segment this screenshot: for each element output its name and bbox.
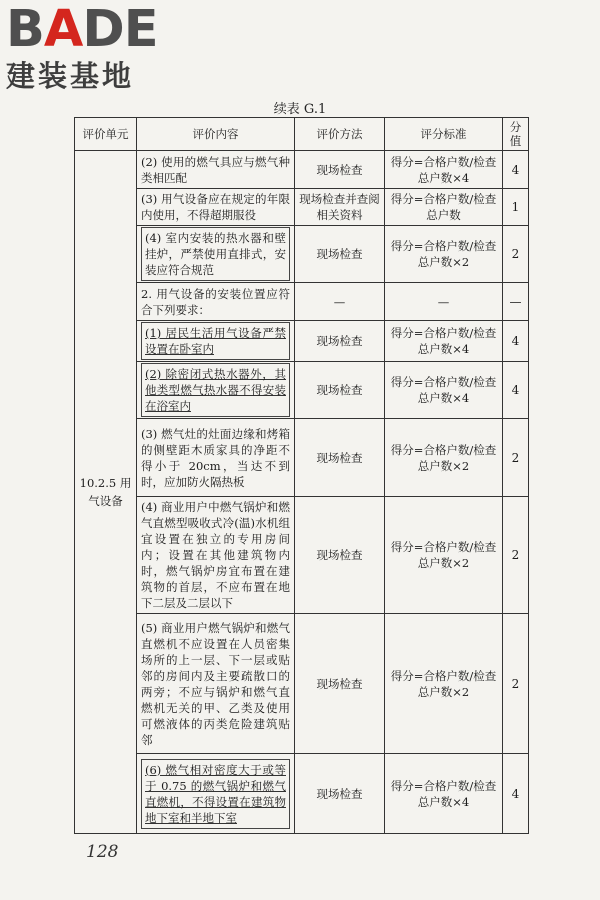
table-row: [75, 754, 529, 834]
brand-wordmark: BADE: [6, 0, 158, 59]
row-score: 2: [503, 226, 529, 283]
row-method: 现场检查: [295, 754, 385, 834]
row-content: (4) 商业用户中燃气锅炉和燃气直燃型吸收式冷(温)水机组宜设置在独立的专用房间内；设置在其他建筑物内时，燃气锅炉房宜布置在建筑物的首层，不应布置在地下二层及二层以下: [137, 497, 295, 614]
table-header-row: [75, 118, 529, 151]
header-content: 评价内容: [137, 118, 295, 151]
row-content: [137, 362, 295, 419]
row-score: 1: [503, 189, 529, 226]
row-method: 现场检查: [295, 321, 385, 362]
header-method: 评价方法: [295, 118, 385, 151]
row-content-text: (1) 居民生活用气设备严禁设置在卧室内: [141, 322, 290, 360]
row-method: 现场检查: [295, 419, 385, 497]
row-content: (3) 燃气灶的灶面边缘和烤箱的侧壁距木质家具的净距不得小于 20cm，当达不到时，应加防火隔热板: [137, 419, 295, 497]
row-score: 4: [503, 362, 529, 419]
row-score: 4: [503, 754, 529, 834]
row-standard: 得分=合格户数/检查总户数×2: [385, 419, 503, 497]
row-standard: 得分=合格户数/检查总户数×4: [385, 321, 503, 362]
row-standard: 得分=合格户数/检查总户数×4: [385, 362, 503, 419]
row-standard: 得分=合格户数/检查总户数: [385, 189, 503, 226]
header-unit: 评价单元: [75, 118, 137, 151]
row-content: [137, 321, 295, 362]
row-method: —: [295, 283, 385, 321]
header-score: 分值: [503, 118, 529, 151]
row-content: [137, 754, 295, 834]
row-method: 现场检查并查阅相关资料: [295, 189, 385, 226]
row-method: 现场检查: [295, 614, 385, 754]
row-score: 4: [503, 321, 529, 362]
row-content: (5) 商业用户燃气锅炉和燃气直燃机不应设置在人员密集场所的上一层、下一层或贴邻的房间内及主要疏散口的两旁；不应与锅炉和燃气直燃机无关的甲、乙类及使用可燃液体的丙类危险建筑贴邻: [137, 614, 295, 754]
row-content-text: (6) 燃气相对密度大于或等于 0.75 的燃气锅炉和燃气直燃机，不得设置在建筑物地下室和半地下室: [141, 759, 290, 829]
row-standard: 得分=合格户数/检查总户数×2: [385, 226, 503, 283]
table-row: [75, 419, 529, 497]
row-score: 2: [503, 419, 529, 497]
row-content: (3) 用气设备应在规定的年限内使用，不得超期服役: [137, 189, 295, 226]
table-row: [75, 614, 529, 754]
row-score: 2: [503, 614, 529, 754]
table-caption: 续表 G.1: [273, 102, 327, 117]
table-row: [75, 151, 529, 189]
row-content: [137, 226, 295, 283]
row-content: 2. 用气设备的安装位置应符合下列要求：: [137, 283, 295, 321]
row-standard: 得分=合格户数/检查总户数×4: [385, 151, 503, 189]
row-content: (2) 使用的燃气具应与燃气种类相匹配: [137, 151, 295, 189]
table-row: [75, 362, 529, 419]
row-standard: 得分=合格户数/检查总户数×4: [385, 754, 503, 834]
page-number: 128: [86, 842, 119, 862]
row-standard: 得分=合格户数/检查总户数×2: [385, 614, 503, 754]
row-standard: —: [385, 283, 503, 321]
unit-cell: 10.2.5 用气设备: [75, 151, 137, 834]
header-standard: 评分标准: [385, 118, 503, 151]
row-content-text: (2) 除密闭式热水器外，其他类型燃气热水器不得安装在浴室内: [141, 363, 290, 417]
row-standard: 得分=合格户数/检查总户数×2: [385, 497, 503, 614]
table-row: [75, 321, 529, 362]
row-score: 2: [503, 497, 529, 614]
row-score: —: [503, 283, 529, 321]
table-row: [75, 497, 529, 614]
brand-subtitle: 建装基地: [6, 59, 135, 93]
row-content-text: (4) 室内安装的热水器和壁挂炉，严禁使用直排式，安装应符合规范: [141, 227, 290, 281]
table-row: [75, 189, 529, 226]
brand-logo: [6, 2, 176, 92]
row-method: 现场检查: [295, 497, 385, 614]
row-method: 现场检查: [295, 226, 385, 283]
row-method: 现场检查: [295, 151, 385, 189]
evaluation-table: [74, 117, 529, 834]
row-score: 4: [503, 151, 529, 189]
table-row: [75, 226, 529, 283]
table-row: [75, 283, 529, 321]
row-method: 现场检查: [295, 362, 385, 419]
